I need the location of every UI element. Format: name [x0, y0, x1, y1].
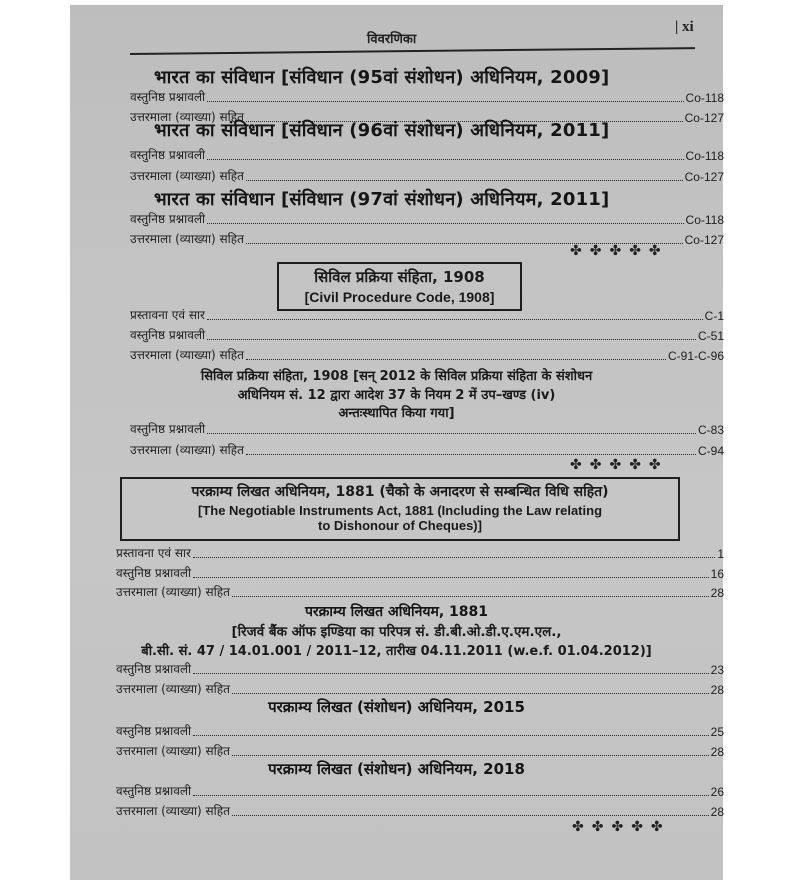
toc-entry	[130, 89, 724, 105]
toc-page: C-83	[697, 423, 724, 437]
toc-label: वस्तुनिष्ठ प्रश्नावली	[130, 90, 206, 104]
toc-page: 16	[710, 567, 724, 581]
leader-dots	[232, 596, 709, 597]
toc-label: उत्तरमाला (व्याख्या) सहित	[130, 348, 244, 362]
leader-dots	[193, 577, 708, 578]
toc-label: वस्तुनिष्ठ प्रश्नावली	[130, 148, 206, 162]
section-note-line: सिविल प्रक्रिया संहिता, 1908 [सन् 2012 के सिविल प्रक्रिया संहिता के संशोधन	[200, 369, 593, 384]
toc-page: Co-118	[685, 213, 724, 227]
leader-dots	[193, 673, 708, 674]
section-title-box	[120, 477, 680, 541]
toc-entry	[116, 584, 724, 600]
toc-label: उत्तरमाला (व्याख्या) सहित	[130, 232, 244, 246]
toc-page: 25	[710, 725, 724, 739]
toc-page: Co-118	[685, 91, 724, 105]
section-heading: भारत का संविधान [संविधान (95वां संशोधन) अधिनियम, 2009]	[154, 67, 610, 88]
toc-entry	[130, 147, 724, 163]
leader-dots	[193, 557, 715, 558]
toc-page: 23	[710, 663, 724, 677]
toc-label: वस्तुनिष्ठ प्रश्नावली	[116, 566, 192, 580]
toc-page: 28	[710, 745, 724, 759]
leader-dots	[207, 223, 683, 224]
toc-entry	[116, 783, 724, 799]
ornament-divider: ✤✤✤✤✤	[570, 457, 669, 473]
ornament-divider: ✤✤✤✤✤	[570, 243, 669, 259]
toc-page: 28	[710, 805, 724, 819]
leader-dots	[246, 359, 666, 360]
toc-label: वस्तुनिष्ठ प्रश्नावली	[130, 422, 206, 436]
toc-entry	[116, 743, 724, 759]
toc-label: वस्तुनिष्ठ प्रश्नावली	[130, 328, 206, 342]
section-heading: परक्राम्य लिखत (संशोधन) अधिनियम, 2018	[268, 760, 525, 778]
toc-entry	[116, 545, 724, 561]
section-note-line: अधिनियम सं. 12 द्वारा आदेश 37 के नियम 2 में उप–खण्ड (iv)	[237, 388, 556, 403]
toc-label: प्रस्तावना एवं सार	[130, 308, 205, 322]
toc-page: 1	[717, 547, 724, 561]
toc-page: Co-127	[684, 111, 724, 125]
toc-entry	[130, 327, 724, 343]
leader-dots	[207, 101, 683, 102]
toc-entry	[130, 347, 724, 363]
page-number: | xi	[675, 19, 694, 35]
toc-page: C-91-C-96	[667, 349, 724, 363]
leader-dots	[232, 693, 709, 694]
toc-entry	[130, 211, 724, 227]
leader-dots	[207, 319, 703, 320]
toc-entry	[130, 442, 724, 458]
leader-dots	[207, 339, 696, 340]
running-head	[70, 17, 723, 57]
book-page	[70, 5, 723, 880]
section-heading: परक्राम्य लिखत (संशोधन) अधिनियम, 2015	[268, 698, 525, 716]
toc-label: उत्तरमाला (व्याख्या) सहित	[130, 443, 244, 457]
toc-label: उत्तरमाला (व्याख्या) सहित	[130, 110, 244, 124]
leader-dots	[207, 159, 683, 160]
toc-entry	[130, 421, 724, 437]
toc-entry	[130, 168, 724, 184]
section-note-line: बी.सी. सं. 47 / 14.01.001 / 2011–12, तारीख 04.11.2011 (w.e.f. 01.04.2012)]	[141, 644, 652, 659]
leader-dots	[232, 755, 709, 756]
toc-page: Co-118	[685, 149, 724, 163]
toc-label: वस्तुनिष्ठ प्रश्नावली	[116, 784, 192, 798]
section-note-line: [रिजर्व बैंक ऑफ इण्डिया का परिपत्र सं. डी.बी.ओ.डी.ए.एम.एल.,	[231, 624, 562, 640]
box-title-hindi: परक्राम्य लिखत अधिनियम, 1881 (चैको के अनादरण से सम्बन्धित विधि सहित)	[191, 484, 609, 500]
toc-page: 28	[710, 586, 724, 600]
toc-entry	[116, 723, 724, 739]
toc-page: 28	[710, 683, 724, 697]
leader-dots	[193, 795, 708, 796]
toc-label: उत्तरमाला (व्याख्या) सहित	[130, 169, 244, 183]
section-heading: भारत का संविधान [संविधान (97वां संशोधन) अधिनियम, 2011]	[154, 189, 610, 210]
toc-entry	[130, 307, 724, 323]
box-title-english: [Civil Procedure Code, 1908]	[304, 289, 495, 305]
toc-page: Co-127	[684, 170, 724, 184]
toc-entry	[116, 803, 724, 819]
box-title-hindi: सिविल प्रक्रिया संहिता, 1908	[314, 268, 485, 286]
toc-entry	[116, 681, 724, 697]
toc-label: उत्तरमाला (व्याख्या) सहित	[116, 585, 230, 599]
section-note-line: अन्तःस्थापित किया गया]	[338, 406, 455, 421]
toc-label: उत्तरमाला (व्याख्या) सहित	[116, 744, 230, 758]
section-heading: परक्राम्य लिखत अधिनियम, 1881	[304, 604, 488, 620]
toc-label: वस्तुनिष्ठ प्रश्नावली	[130, 212, 206, 226]
toc-page: C-51	[697, 329, 724, 343]
toc-label: उत्तरमाला (व्याख्या) सहित	[116, 804, 230, 818]
toc-page: 26	[710, 785, 724, 799]
toc-label: प्रस्तावना एवं सार	[116, 546, 191, 560]
leader-dots	[232, 815, 709, 816]
toc-page: Co-127	[684, 233, 724, 247]
header-rule	[130, 47, 695, 55]
toc-label: वस्तुनिष्ठ प्रश्नावली	[116, 662, 192, 676]
ornament-divider: ✤✤✤✤✤	[572, 819, 671, 835]
leader-dots	[193, 735, 708, 736]
box-title-english: to Dishonour of Cheques)]	[318, 518, 482, 533]
box-title-english: [The Negotiable Instruments Act, 1881 (Including the Law relating	[197, 503, 603, 518]
leader-dots	[246, 454, 696, 455]
toc-label: वस्तुनिष्ठ प्रश्नावली	[116, 724, 192, 738]
leader-dots	[207, 433, 696, 434]
toc-entry	[116, 661, 724, 677]
leader-dots	[246, 180, 683, 181]
section-heading: भारत का संविधान [संविधान (96वां संशोधन) अधिनियम, 2011]	[154, 120, 610, 141]
section-title-box	[277, 262, 522, 311]
toc-page: C-1	[704, 309, 724, 323]
toc-page: C-94	[697, 444, 724, 458]
toc-entry	[116, 565, 724, 581]
toc-label: उत्तरमाला (व्याख्या) सहित	[116, 682, 230, 696]
running-title: विवरणिका	[367, 32, 417, 47]
